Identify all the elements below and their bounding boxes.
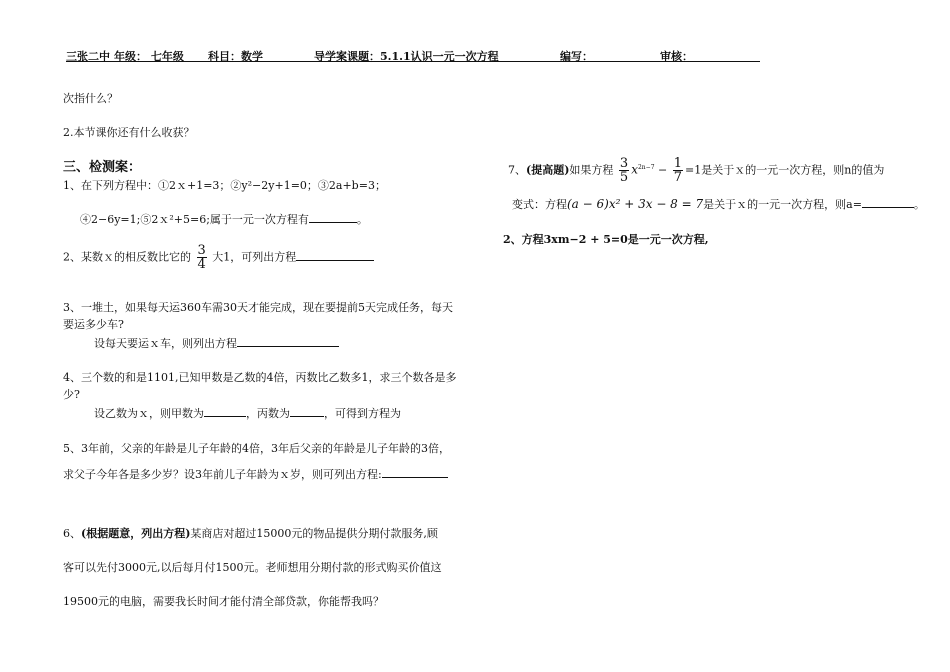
problem-6-line-1 — [63, 525, 438, 541]
header-grade: 年级： 七年级 — [114, 50, 184, 63]
problem-4-line-2: 少? — [63, 388, 80, 401]
answer-blank[interactable] — [204, 406, 246, 417]
page-header — [66, 48, 760, 62]
problem-6-text: 某商店对超过15000元的物品提供分期付款服务,顾 — [190, 527, 438, 540]
problem-4-line-3 — [94, 405, 401, 421]
problem-6-number: 6、 — [63, 527, 81, 540]
answer-blank[interactable] — [862, 197, 914, 208]
problem-3-line-2: 要运多少车? — [63, 318, 124, 331]
problem-4-line-1: 4、三个数的和是1101,已知甲数是乙数的4倍，丙数比乙数多1，求三个数各是多 — [63, 371, 457, 384]
problem-5-line-2 — [63, 466, 448, 482]
exponent: 2n−7 — [637, 163, 655, 171]
fraction-numerator: 1 — [673, 156, 683, 171]
harvest-question: 2.本节课你还有什么收获？ — [63, 126, 195, 139]
fraction-one-seventh — [673, 157, 683, 184]
variable-x: x — [631, 162, 638, 177]
problem-7-text-1: 如果方程 — [569, 163, 614, 177]
answer-blank[interactable] — [296, 250, 374, 261]
fraction-three-fifths — [619, 157, 629, 184]
variant-text-pre: 变式：方程 — [512, 198, 567, 211]
problem-6-line-3: 19500元的电脑，需要我长时间才能付清全部贷款，你能帮我吗？ — [63, 595, 384, 608]
fraction-denominator: 4 — [197, 257, 206, 272]
problem-1-line-1: 1、在下列方程中：①2ｘ+1=3；②y²−2y+1=0；③2a+b=3； — [63, 179, 386, 192]
header-subject: 科目：数学 — [208, 50, 263, 63]
problem-4-text-c: ，可得到方程为 — [324, 407, 401, 420]
minus-sign: − — [658, 163, 668, 177]
variant-text-post: 是关于ｘ的一元一次方程，则a= — [703, 198, 862, 211]
problem-8: 2、方程3xm−2 + 5=0是一元一次方程, — [503, 233, 709, 246]
answer-blank[interactable] — [309, 212, 357, 223]
fraction-denominator: 5 — [619, 170, 629, 185]
fraction-numerator: 3 — [619, 156, 629, 171]
header-editor: 编写： — [560, 50, 593, 63]
header-topic: 导学案课题：5.1.1认识一元一次方程 — [314, 50, 499, 63]
answer-blank[interactable] — [290, 406, 324, 417]
header-school: 三张二中 — [66, 50, 110, 63]
fraction-denominator: 7 — [673, 170, 683, 185]
problem-1-text: ④2−6y=1;⑤2ｘ²+5=6;属于一元一次方程有 — [80, 213, 309, 226]
answer-blank[interactable] — [382, 467, 448, 478]
problem-3-line-1: 3、一堆土，如果每天运360车需30天才能完成，现在要提前5天完成任务，每天 — [63, 301, 453, 314]
section-title: 三、检测案： — [63, 160, 142, 175]
problem-3-line-3 — [94, 335, 339, 351]
problem-3-text: 设每天要运ｘ车，则列出方程 — [94, 337, 237, 350]
problem-5-text: 求父子今年各是多少岁？设3年前儿子年龄为ｘ岁，则可列出方程: — [63, 468, 382, 481]
problem-2-text-pre: 2、某数ｘ的相反数比它的 — [63, 250, 191, 264]
problem-4-text-b: ，丙数为 — [246, 407, 290, 420]
problem-1-period: 。 — [356, 213, 368, 226]
problem-7-number: 7、 — [508, 163, 526, 177]
fraction-three-quarters — [197, 244, 207, 271]
header-reviewer: 审核： — [660, 50, 693, 63]
problem-4-text-a: 设乙数为ｘ，则甲数为 — [94, 407, 204, 420]
problem-7-tag: (提高题) — [526, 163, 570, 177]
variant-equation: (a − 6)x² + 3x − 8 = 7 — [567, 197, 704, 211]
problem-1-line-2 — [80, 211, 368, 227]
problem-7-text-2: =1是关于ｘ的一元一次方程，则n的值为 — [685, 163, 885, 177]
problem-2 — [63, 244, 374, 271]
problem-6-line-2: 客可以先付3000元,以后每月付1500元。老师想用分期付款的形式购买价值这 — [63, 561, 442, 574]
fraction-numerator: 3 — [197, 243, 206, 258]
problem-2-text-post: 大1，可列出方程 — [212, 250, 297, 264]
problem-5-line-1: 5、3年前，父亲的年龄是儿子年龄的4倍，3年后父亲的年龄是儿子年龄的3倍， — [63, 442, 450, 455]
problem-7-variant — [512, 196, 925, 212]
variant-period: 。 — [913, 198, 925, 211]
previous-question-tail: 次指什么？ — [63, 92, 118, 105]
answer-blank[interactable] — [237, 336, 339, 347]
problem-7 — [508, 157, 884, 184]
problem-6-tag: (根据题意，列出方程) — [81, 527, 191, 540]
